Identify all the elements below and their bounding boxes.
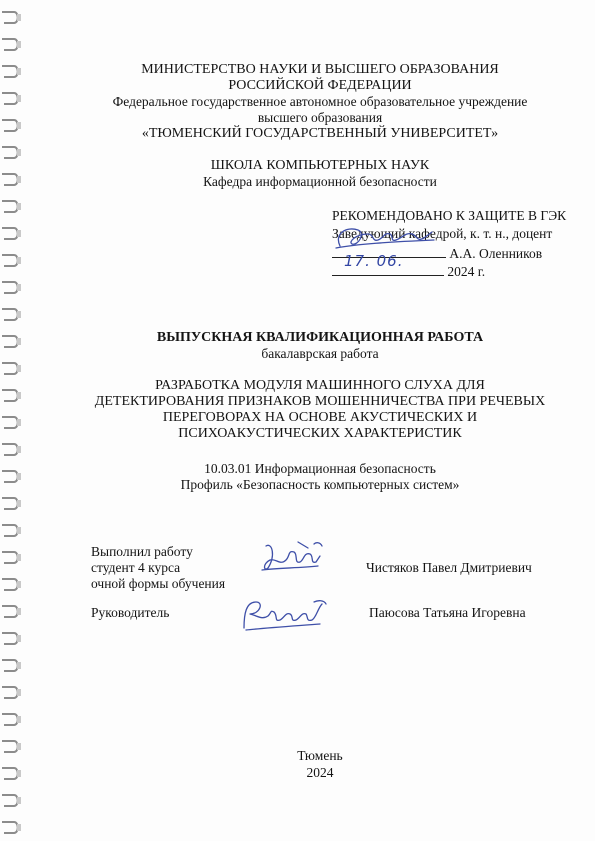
approval-title: РЕКОМЕНДОВАНО К ЗАЩИТЕ В ГЭК bbox=[332, 208, 567, 223]
binding-loop bbox=[2, 336, 21, 347]
binding-loop bbox=[2, 606, 21, 617]
header-block bbox=[40, 62, 595, 142]
author-label-line: очной формы обучения bbox=[91, 576, 226, 591]
school-name: ШКОЛА КОМПЬЮТЕРНЫХ НАУК bbox=[210, 158, 430, 173]
specialty-block bbox=[40, 461, 595, 493]
approval-position: Заведующий кафедрой, к. т. н., доцент bbox=[332, 226, 553, 241]
work-title-line: ПЕРЕГОВОРАХ НА ОСНОВЕ АКУСТИЧЕСКИХ И bbox=[162, 410, 478, 425]
binding-loop bbox=[2, 147, 21, 158]
author-signature bbox=[258, 538, 328, 578]
spiral-binding bbox=[0, 0, 26, 841]
binding-loop bbox=[2, 633, 21, 644]
binding-loop bbox=[2, 741, 21, 752]
binding-loop bbox=[2, 552, 21, 563]
footer-city: Тюмень bbox=[297, 748, 343, 763]
work-block bbox=[40, 330, 595, 362]
binding-loop bbox=[2, 228, 21, 239]
binding-loop bbox=[2, 390, 21, 401]
ministry-line-2: РОССИЙСКОЙ ФЕДЕРАЦИИ bbox=[228, 78, 412, 93]
author-label-line: студент 4 курса bbox=[91, 560, 181, 575]
binding-loop bbox=[2, 498, 21, 509]
binding-loop bbox=[2, 66, 21, 77]
binding-loop bbox=[2, 39, 21, 50]
school-block bbox=[40, 158, 595, 190]
binding-loop bbox=[2, 579, 21, 590]
approval-year: 2024 г. bbox=[447, 264, 486, 279]
binding-loop bbox=[2, 471, 21, 482]
author-label bbox=[91, 544, 225, 592]
binding-loop bbox=[2, 660, 21, 671]
binding-loop bbox=[2, 120, 21, 131]
binding-loop bbox=[2, 12, 21, 23]
binding-loop bbox=[2, 309, 21, 320]
work-title-line: ПСИХОАКУСТИЧЕСКИХ ХАРАКТЕРИСТИК bbox=[178, 426, 462, 441]
approval-date-handwritten: 17. 06. bbox=[344, 252, 404, 270]
binding-loop bbox=[2, 687, 21, 698]
binding-loop bbox=[2, 768, 21, 779]
university-name: «ТЮМЕНСКИЙ ГОСУДАРСТВЕННЫЙ УНИВЕРСИТЕТ» bbox=[141, 126, 499, 141]
binding-loop bbox=[2, 822, 21, 833]
footer-block bbox=[40, 747, 595, 781]
footer-year: 2024 bbox=[306, 765, 334, 780]
binding-loop bbox=[2, 282, 21, 293]
institution-line-2: высшего образования bbox=[257, 110, 383, 125]
work-title-line: ДЕТЕКТИРОВАНИЯ ПРИЗНАКОВ МОШЕННИЧЕСТВА ПРИ РЕЧЕВЫХ bbox=[94, 394, 546, 409]
binding-loop bbox=[2, 714, 21, 725]
binding-loop bbox=[2, 255, 21, 266]
supervisor-label: Руководитель bbox=[91, 605, 170, 620]
work-subtype: бакалаврская работа bbox=[261, 346, 379, 361]
department-name: Кафедра информационной безопасности bbox=[203, 174, 437, 189]
work-title-block bbox=[40, 378, 595, 442]
binding-loop bbox=[2, 93, 21, 104]
author-name: Чистяков Павел Дмитриевич bbox=[366, 560, 532, 575]
supervisor-signature bbox=[234, 594, 330, 636]
profile: Профиль «Безопасность компьютерных систем» bbox=[180, 477, 460, 492]
head-name: А.А. Оленников bbox=[449, 246, 543, 261]
binding-loop bbox=[2, 525, 21, 536]
binding-loop bbox=[2, 795, 21, 806]
binding-loop bbox=[2, 417, 21, 428]
institution-line-1: Федеральное государственное автономное образовательное учреждение bbox=[112, 94, 528, 109]
binding-loop bbox=[2, 174, 21, 185]
binding-loop bbox=[2, 444, 21, 455]
specialty: 10.03.01 Информационная безопасность bbox=[204, 461, 436, 476]
author-label-line: Выполнил работу bbox=[91, 544, 193, 559]
supervisor-name: Паюсова Татьяна Игоревна bbox=[369, 605, 526, 620]
work-title-line: РАЗРАБОТКА МОДУЛЯ МАШИННОГО СЛУХА ДЛЯ bbox=[155, 378, 485, 393]
binding-loop bbox=[2, 201, 21, 212]
work-type: ВЫПУСКНАЯ КВАЛИФИКАЦИОННАЯ РАБОТА bbox=[156, 330, 484, 345]
ministry-line-1: МИНИСТЕРСТВО НАУКИ И ВЫСШЕГО ОБРАЗОВАНИЯ bbox=[141, 62, 499, 77]
binding-loop bbox=[2, 363, 21, 374]
